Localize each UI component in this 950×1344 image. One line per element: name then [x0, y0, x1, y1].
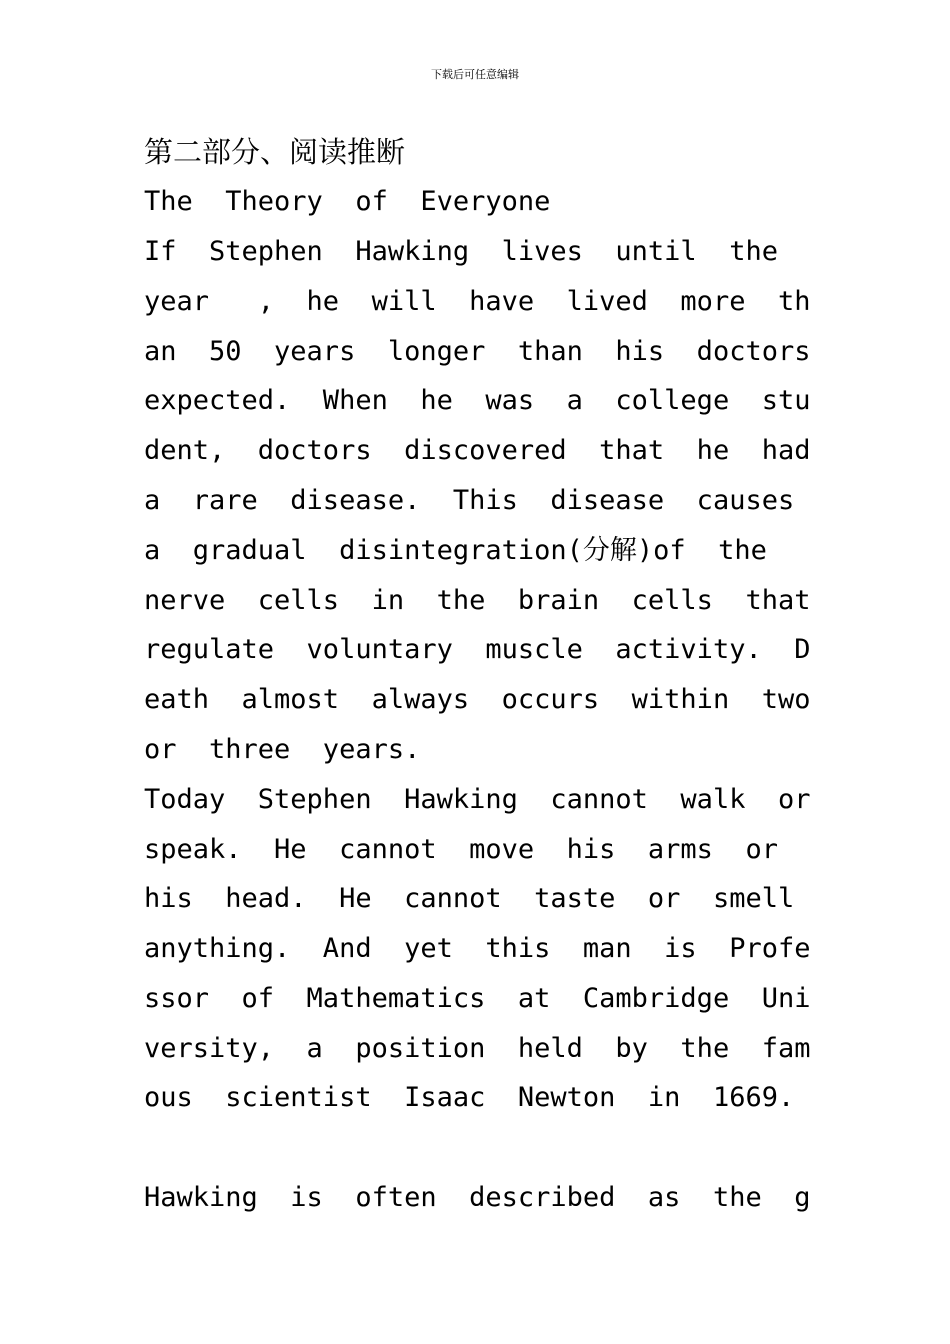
passage-line: speak. He cannot move his arms or [144, 834, 778, 865]
passage-line: expected. When he was a college stu [144, 385, 811, 416]
passage-line: an 50 years longer than his doctors [144, 336, 811, 367]
passage-line: or three years. [144, 734, 421, 765]
passage-line: a rare disease. This disease causes [144, 485, 795, 516]
passage-line: a gradual disintegration(分解)of the [144, 535, 767, 566]
passage-title: The Theory of Everyone [144, 186, 551, 217]
passage-line: If Stephen Hawking lives until the [144, 236, 778, 267]
passage-line: nerve cells in the brain cells that [144, 585, 811, 616]
passage-line: Today Stephen Hawking cannot walk or [144, 784, 811, 815]
passage-line: Hawking is often described as the g [144, 1182, 811, 1213]
passage-line: eath almost always occurs within two [144, 684, 811, 715]
passage-line: dent, doctors discovered that he had [144, 435, 811, 466]
page-header: 下载后可任意编辑 [431, 68, 519, 81]
section-title: 第二部分、阅读推断 [144, 135, 406, 169]
passage-line: year , he will have lived more th [144, 286, 811, 317]
passage-line: ssor of Mathematics at Cambridge Uni [144, 983, 811, 1014]
passage-line: ous scientist Isaac Newton in 1669. [144, 1082, 795, 1113]
passage-line: anything. And yet this man is Profe [144, 933, 811, 964]
passage-line: regulate voluntary muscle activity. D [144, 634, 811, 665]
passage-line: versity, a position held by the fam [144, 1033, 811, 1064]
passage-line: his head. He cannot taste or smell [144, 883, 795, 914]
